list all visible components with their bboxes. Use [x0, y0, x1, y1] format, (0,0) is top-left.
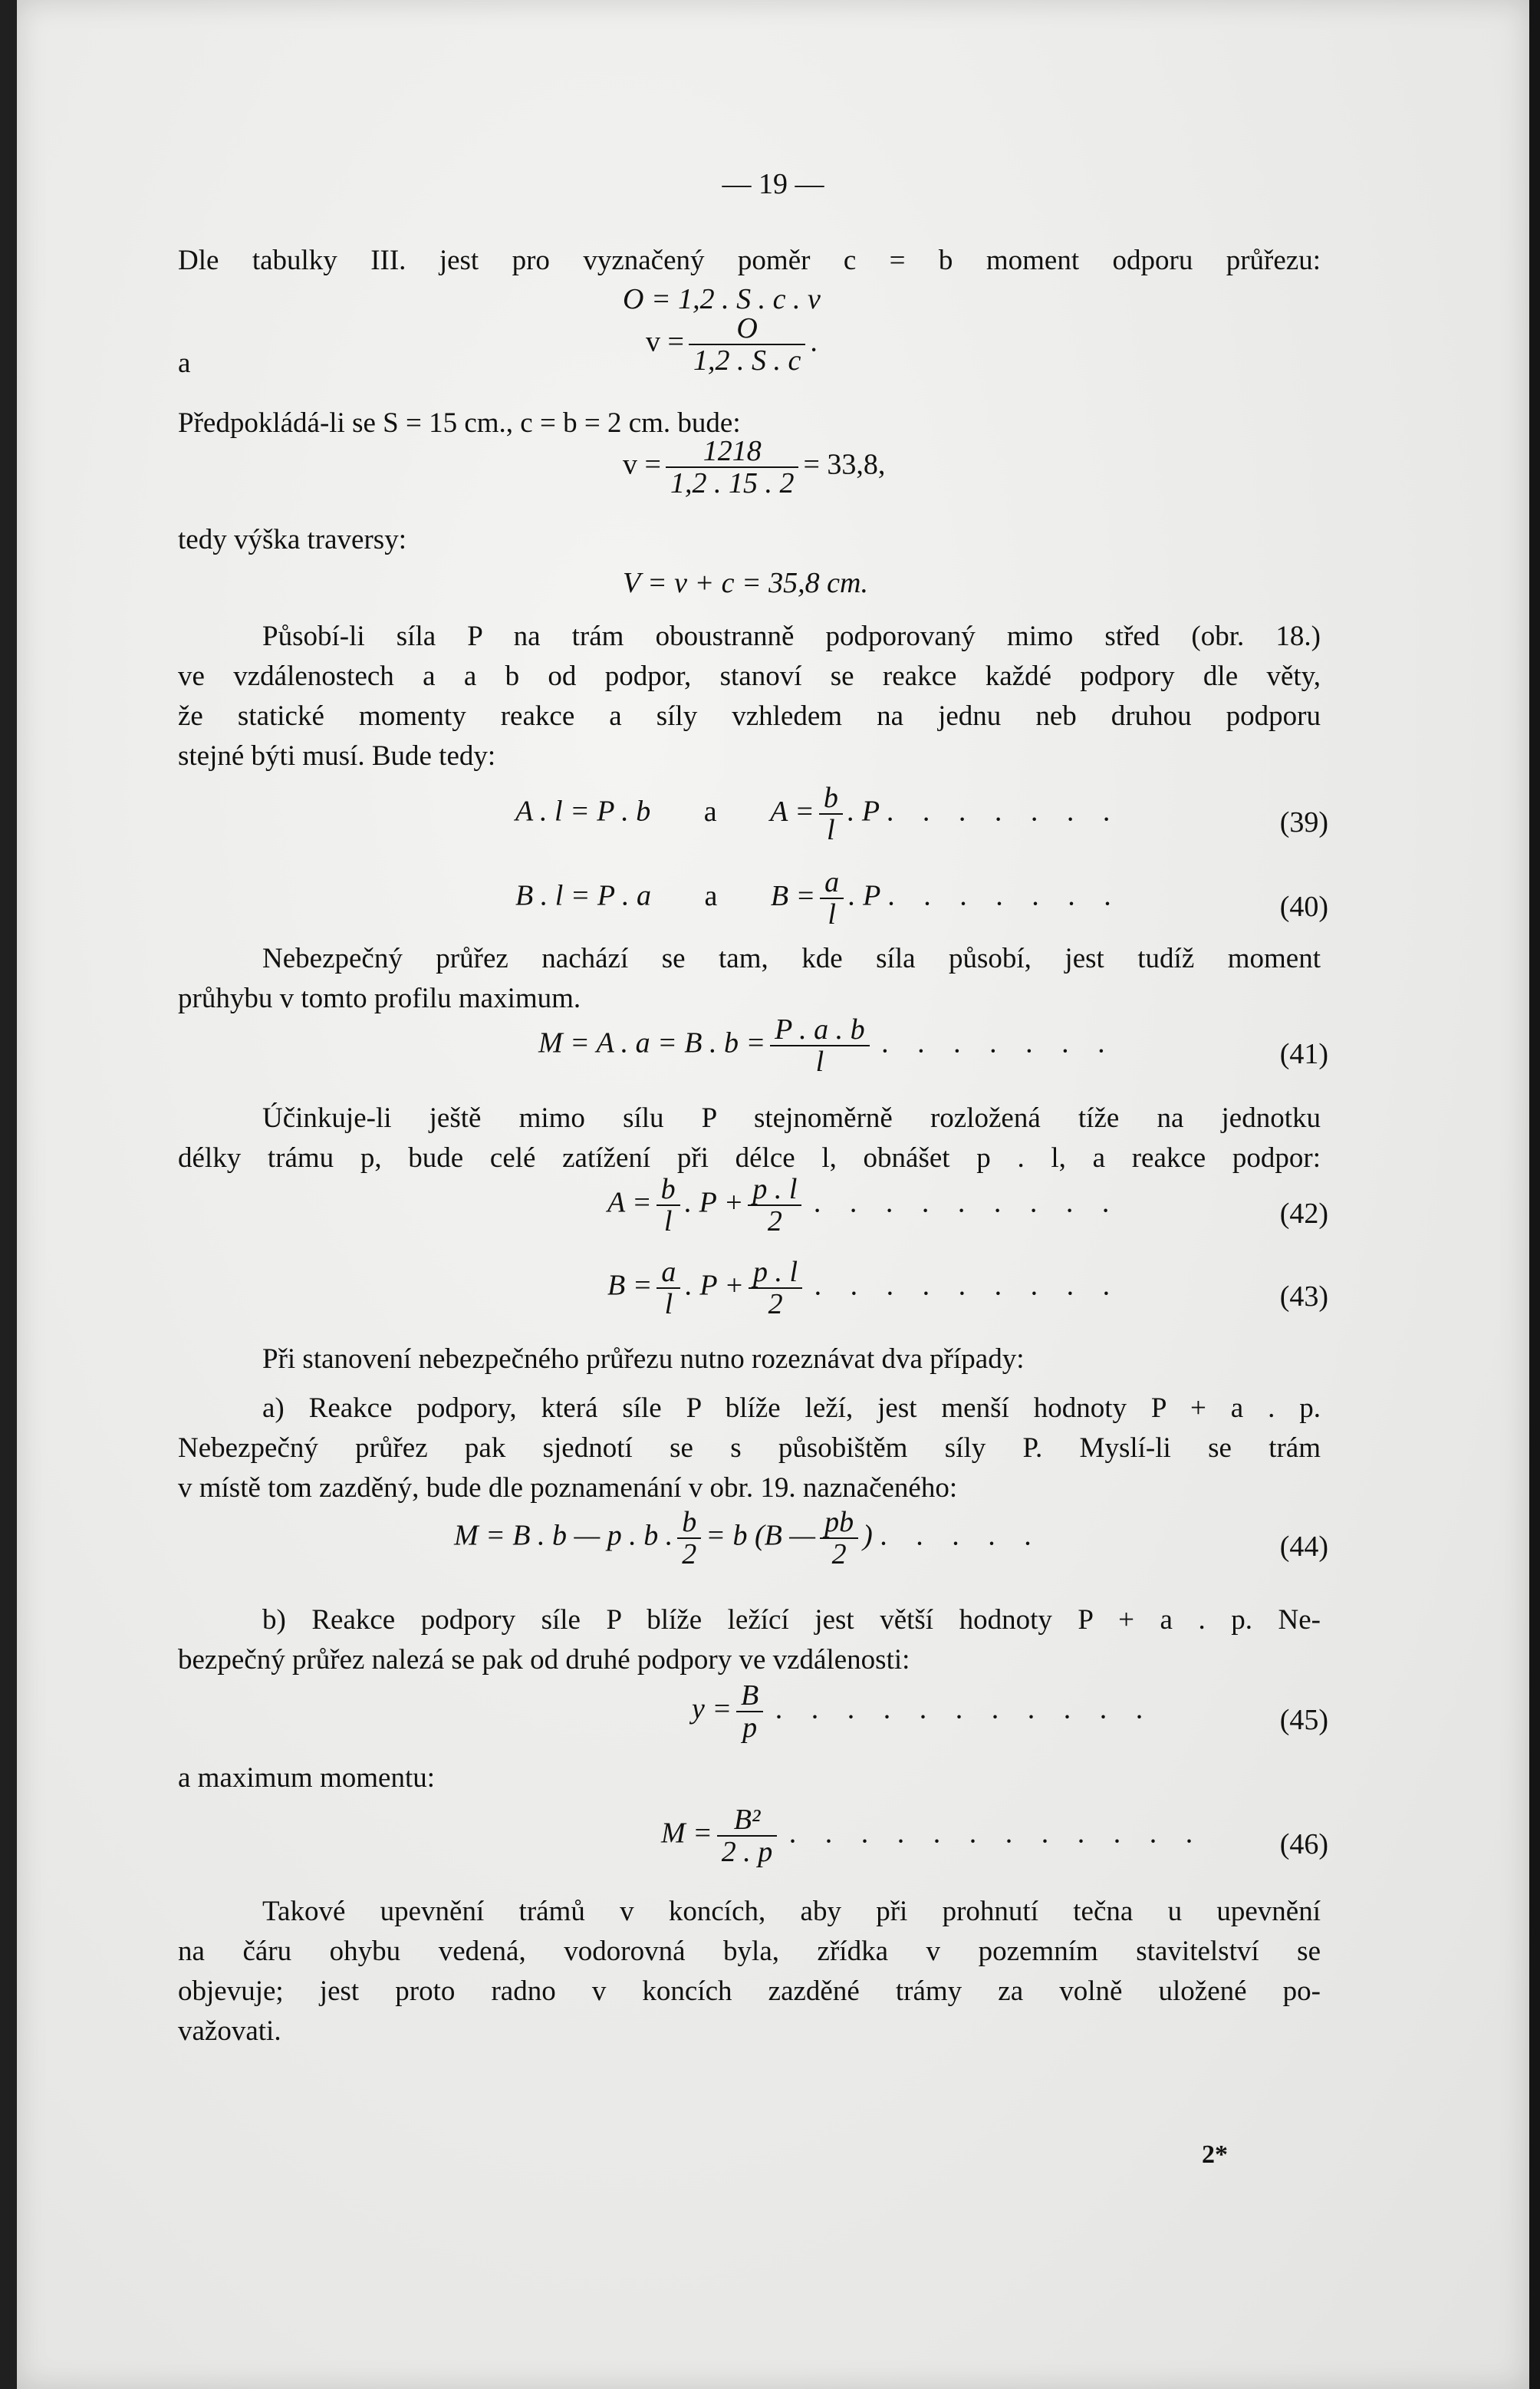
text-line: na čáru ohybu vedená, vodorovná byla, zřídka v pozemním stavitelství se — [178, 1936, 1321, 1967]
text-line: Při stanovení nebezpečného průřezu nutno rozeznávat dva případy: — [262, 1343, 1025, 1375]
text-line: Takové upevnění trámů v koncích, aby při prohnutí tečna u upevnění — [262, 1896, 1321, 1927]
text-line: délky trámu p, bude celé zatížení při délce l, obnášet p . l, a reakce podpor: — [178, 1142, 1321, 1174]
text-line: važovati. — [178, 2015, 281, 2047]
text-line: bezpečný průřez nalezá se pak od druhé podpory ve vzdálenosti: — [178, 1644, 910, 1676]
equation-O: O = 1,2 . S . c . v — [623, 283, 821, 315]
page-edge-right — [1529, 0, 1540, 2389]
equation-40: B . l = P . a a B = $\frac{a}{l}$ . P . . . . . . . (40) — [515, 866, 1328, 931]
page-edge-left — [0, 0, 17, 2389]
text-line: Dle tabulky III. jest pro vyznačený poměr c = b moment odporu průřezu: — [178, 245, 1321, 276]
text-a: a — [178, 348, 191, 379]
text-line: Nebezpečný průřez pak sjednotí se s působištěm síly P. Myslí-li se trám — [178, 1432, 1321, 1464]
text-line: Účinkuje-li ještě mimo sílu P stejnoměrně rozložená tíže na jednotku — [262, 1102, 1321, 1134]
text-line: že statické momenty reakce a síly vzhledem na jednu neb druhou podporu — [178, 700, 1321, 732]
text-line: stejné býti musí. Bude tedy: — [178, 740, 496, 772]
signature-mark: 2* — [1202, 2140, 1228, 2169]
equation-42: A = $\frac{b}{l}$ . P + $\frac{p . l}{2}$ . . . . . . . . . (42) — [607, 1173, 1328, 1237]
text-line: a maximum momentu: — [178, 1762, 436, 1794]
text-line: v místě tom zazděný, bude dle poznamenání v obr. 19. naznačeného: — [178, 1472, 958, 1504]
text-line: tedy výška traversy: — [178, 524, 406, 555]
text-line: b) Reakce podpory síle P blíže ležící jest větší hodnoty P + a . p. Ne- — [262, 1604, 1321, 1636]
equation-41: M = A . a = B . b = $\frac{P . a . b}{l}$ . . . . . . . (41) — [538, 1013, 1328, 1078]
text-line: objevuje; jest proto radno v koncích zazděné trámy za volně uložené po- — [178, 1975, 1321, 2007]
text-line: průhybu v tomto profilu maximum. — [178, 983, 581, 1014]
equation-V: V = v + c = 35,8 cm. — [623, 567, 868, 599]
equation-39: A . l = P . b a A = $\frac{b}{l}$ . P . . . . . . . (39) — [515, 782, 1328, 846]
equation-46: M = $\frac{\text{B²}}{2 . p}$ . . . . . . . . . . . . (46) — [661, 1804, 1328, 1868]
text-line: Působí-li síla P na trám oboustranně podporovaný mimo střed (obr. 18.) — [262, 621, 1321, 652]
page-number: — 19 — — [722, 168, 824, 200]
equation-45: y = $\frac{B}{p}$ . . . . . . . . . . . (45) — [692, 1679, 1328, 1744]
text-line: ve vzdálenostech a a b od podpor, stanoví se reakce každé podpory dle věty, — [178, 661, 1321, 692]
equation-v2: v = $\frac{1218}{1,2 . 15 . 2}$ = 33,8, — [623, 435, 886, 499]
scanned-page — [17, 0, 1529, 2389]
equation-v: v = $\frac{O}{1,2 . S . c}$ . — [646, 312, 818, 377]
equation-44: M = B . b — p . b . $\frac{b}{2}$ = b (B — $\frac{pb}{2}$ ) . . . . . (44) — [454, 1506, 1328, 1570]
equation-43: B = $\frac{a}{l}$ . P + $\frac{p . l}{2}$ . . . . . . . . . (43) — [607, 1256, 1328, 1320]
text-line: a) Reakce podpory, která síle P blíže leží, jest menší hodnoty P + a . p. — [262, 1392, 1321, 1424]
text-line: Předpokládá-li se S = 15 cm., c = b = 2 cm. bude: — [178, 407, 741, 439]
text-line: Nebezpečný průřez nachází se tam, kde síla působí, jest tudíž moment — [262, 943, 1321, 974]
